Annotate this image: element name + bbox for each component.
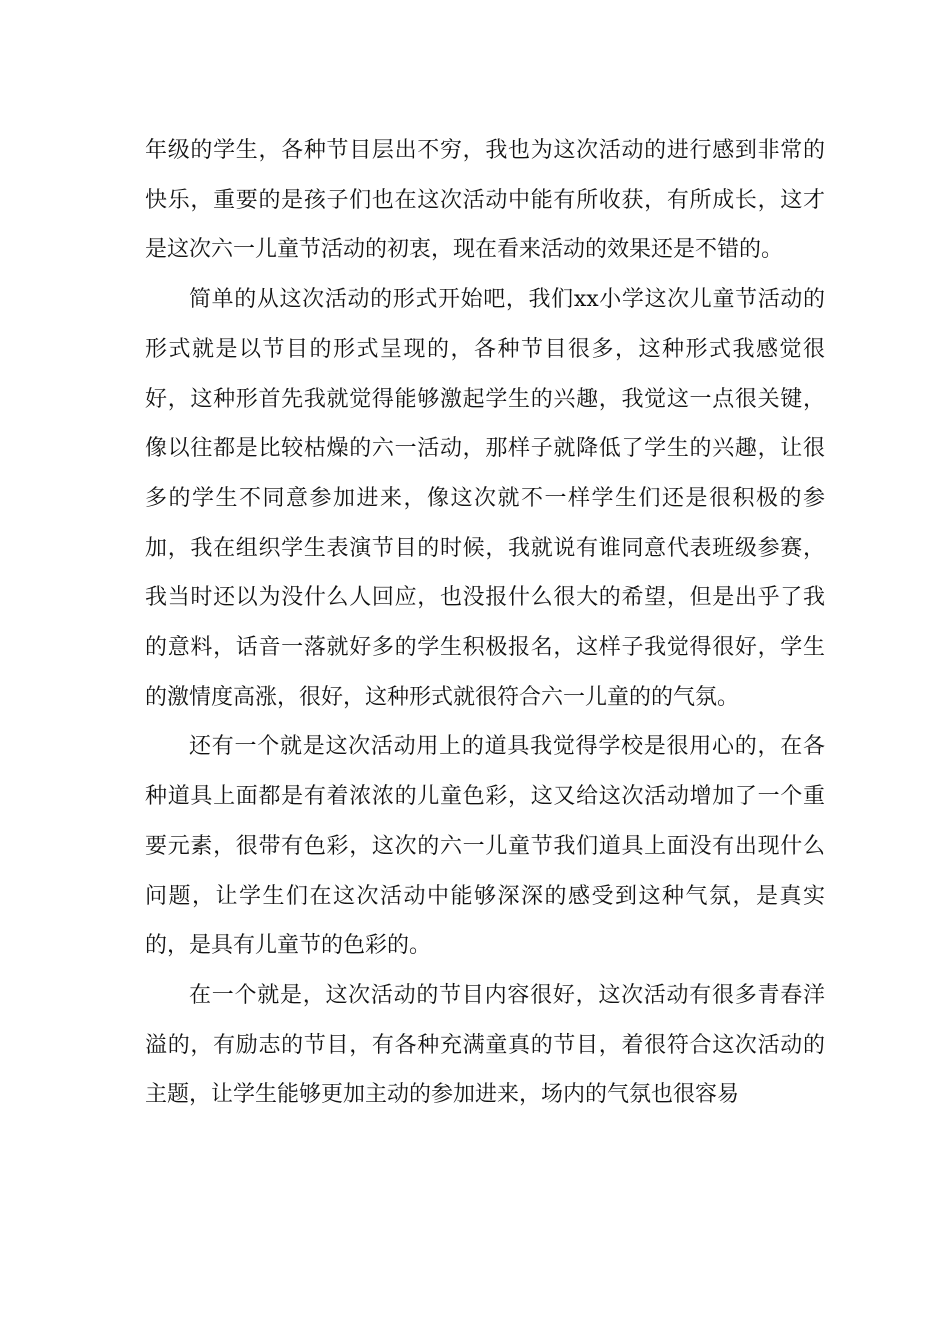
document-body: [145, 126, 825, 1120]
paragraph-2: 简单的从这次活动的形式开始吧，我们xx小学这次儿童节活动的形式就是以节目的形式呈现的，各种节目很多，这种形式我感觉很好，这种形首先我就觉得能够激起学生的兴趣，我觉这一点很关键，像以往都是比较枯燥的六一活动，那样子就降低了学生的兴趣，让很多的学生不同意参加进来，像这次就不一样学生们还是很积极的参加，我在组织学生表演节目的时候，我就说有谁同意代表班级参赛，我当时还以为没什么人回应，也没报什么很大的希望，但是出乎了我的意料，话音一落就好多的学生积极报名，这样子我觉得很好，学生的激情度高涨，很好，这种形式就很符合六一儿童的的气氛。: [145, 287, 825, 710]
paragraph-3: 还有一个就是这次活动用上的道具我觉得学校是很用心的，在各种道具上面都是有着浓浓的儿童色彩，这又给这次活动增加了一个重要元素，很带有色彩，这次的六一儿童节我们道具上面没有出现什么问题，让学生们在这次活动中能够深深的感受到这种气氛，是真实的，是具有儿童节的色彩的。: [145, 734, 825, 959]
paragraph-1: 年级的学生，各种节目层出不穷，我也为这次活动的进行感到非常的快乐，重要的是孩子们也在这次活动中能有所收获，有所成长，这才是这次六一儿童节活动的初衷，现在看来活动的效果还是不错的。: [145, 138, 825, 263]
paragraph-4: 在一个就是，这次活动的节目内容很好，这次活动有很多青春洋溢的，有励志的节目，有各种充满童真的节目，着很符合这次活动的主题，让学生能够更加主动的参加进来，场内的气氛也很容易: [145, 982, 825, 1108]
